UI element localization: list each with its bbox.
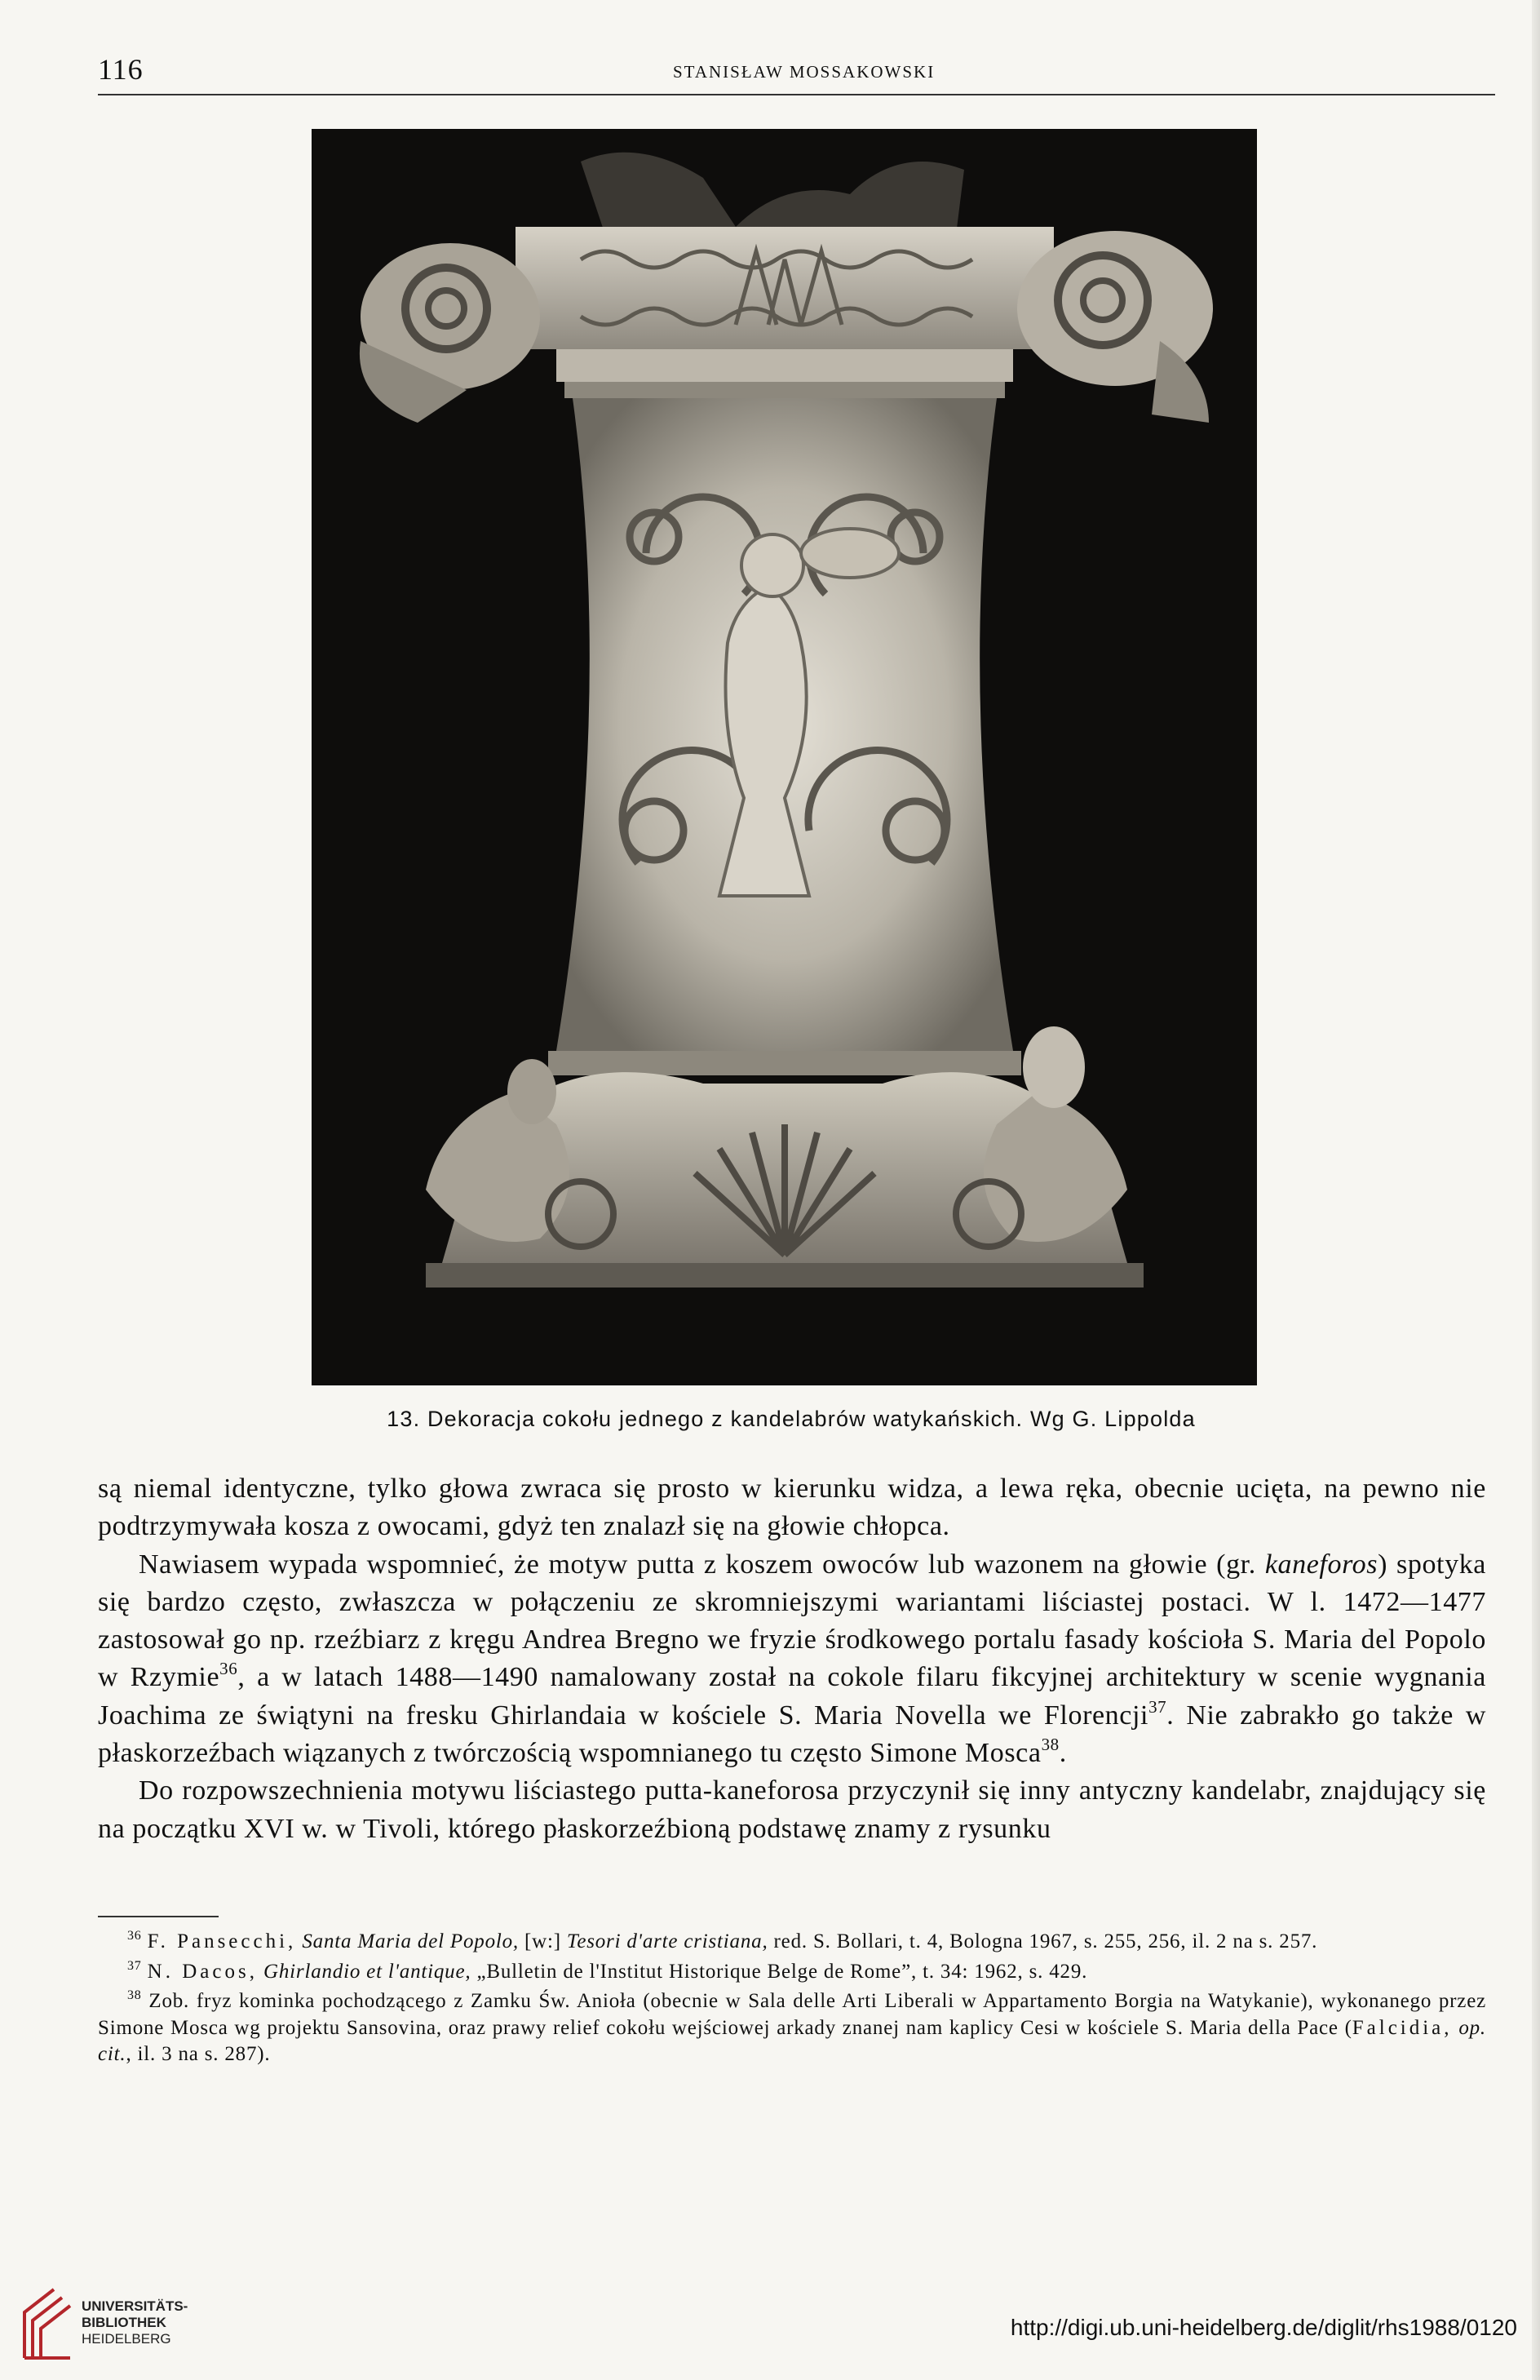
footnote-reference[interactable]: 37 [1148, 1696, 1167, 1717]
paragraph: Nawiasem wypada wspomnieć, że motyw putta z koszem owoców lub wazonem na głowie (gr. kaneforos) spotyka się bardzo często, zwłaszcza w połączeniu ze skromniejszymi wariantami liściastej postaci. W l. 1472—1477 zastosował go np. rzeźbiarz z kręgu Andrea Bregno we fryzie środkowego portalu fasady kościoła S. Maria del Popolo w Rzymie$^{36}$, a w latach 1488—1490 namalowany został na cokole filaru fikcyjnej architektury w scenie wygnania Joachima ze świątyni na fresku Ghirlandaia w kościele S. Maria Novella we Florencji$^{37}$. Nie zabrakło go także w płaskorzeźbach wiązanych z twórczością wspomnianego tu często Simone Mosca$^{38}$. [98, 1549, 1487, 1769]
body-text [98, 1470, 1486, 1848]
running-title: STANISŁAW MOSSAKOWSKI [673, 62, 936, 82]
footnote-38: $^{38}$ Zob. fryz kominka pochodzącego z Zamku Św. Anioła (obecnie w Sala delle Arti Liberali w Appartamento Borgia na Watykanie), wykonanego przez Simone Mosca wg projektu Sansovina, oraz prawy relief cokołu wejściowej arkady znanej nam kaplicy Cesi w kościele S. Maria della Pace (Falcidia, op. cit., il. 3 na s. 287). [98, 1988, 1486, 2065]
source-url-link[interactable]: http://digi.ub.uni-heidelberg.de/diglit/rhs1988/0120 [1010, 2315, 1517, 2340]
footnote-reference[interactable]: 36 [219, 1659, 238, 1679]
paragraph: Do rozpowszechnienia motywu liściastego putta-kaneforosa przyczynił się inny antyczny kandelabr, znajdujący się na początku XVI w. w Tivoli, którego płaskorzeźbioną podstawę znamy z rysunku [98, 1775, 1486, 1844]
library-name: UNIVERSITÄTS- BIBLIOTHEK HEIDELBERG [82, 2298, 188, 2347]
footnotes [98, 1929, 1486, 2072]
page-number: 116 [98, 53, 144, 86]
footnote-36: $^{36}$ F. Pansecchi, Santa Maria del Popolo, [w:] Tesori d'arte cristiana, red. S. Bollari, t. 4, Bologna 1967, s. 255, 256, il. 2 na s. 257. [127, 1929, 1318, 1952]
term-kaneforos: kaneforos [1264, 1549, 1378, 1580]
header-rule [98, 94, 1495, 95]
page-edge [1532, 0, 1540, 2380]
footnote-rule [98, 1916, 219, 1917]
figure-caption: 13. Dekoracja cokołu jednego z kandelabrów watykańskich. Wg G. Lippolda [387, 1407, 1196, 1431]
footnote-reference[interactable]: 38 [1041, 1735, 1060, 1755]
figure-photo-candelabrum-base [312, 129, 1257, 1385]
paragraph: są niemal identyczne, tylko głowa zwraca się prosto w kierunku widza, a lewa ręka, obecnie ucięta, na pewno nie podtrzymywała kosza z owocami, gdyż ten znalazł się na głowie chłopca. [98, 1474, 1486, 1542]
library-logo-icon [13, 2285, 72, 2361]
running-head [98, 49, 1493, 98]
footnote-37: $^{37}$ N. Dacos, Ghirlandio et l'antique, „Bulletin de l'Institut Historique Belge de Rome”, t. 34: 1962, s. 429. [127, 1958, 1088, 1983]
